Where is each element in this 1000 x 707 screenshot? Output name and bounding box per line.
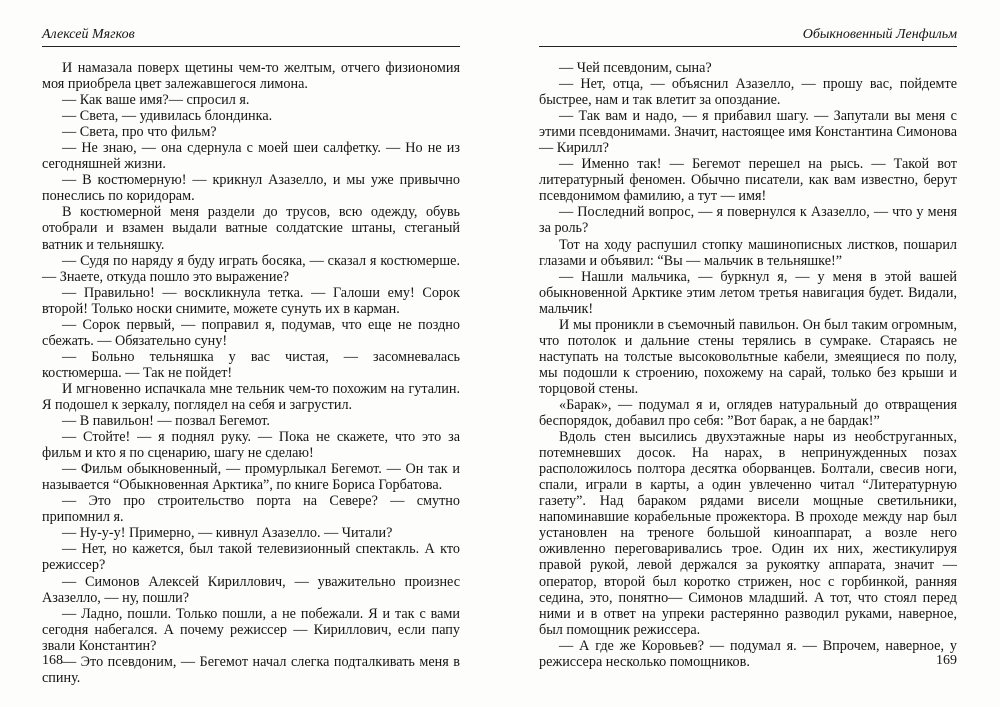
right-running-head: Обыкновенный Ленфильм xyxy=(539,26,957,47)
right-page xyxy=(539,0,957,707)
paragraph: — А где же Коровьев? — подумал я. — Впрочем, наверное, у режиссера несколько помощников. xyxy=(539,637,957,670)
paragraph: — Больно тельняшка у вас чистая, — засомневалась костюмерша. — Так не пойдет! xyxy=(42,348,460,381)
paragraph: Вдоль стен высились двухэтажные нары из необструганных, потемневших досок. На нарах, в непринужденных позах расположилось полтора десятка оборванцев. Болтали, свесив ноги, спали, играли в карты, а один увлеченно читал “Литературную газету”. Над бараком рядами висели мощные светильники, напоминавшие корабельные прожектора. В проходе между нар был установлен на треноге большой киноаппарат, а возле него оживленно переговаривались трое. Один их них, жестикулируя правой рукой, левой держался за рукоятку аппарата, значит — оператор, второй был коротко стрижен, нос с горбинкой, ранняя седина, это, понятно— Симонов младший. А тот, что стоял перед ними и в ответ на упреки растерянно разводил руками, наверное, был помощник режиссера. xyxy=(539,429,957,638)
paragraph: — Последний вопрос, — я повернулся к Азазелло, — что у меня за роль? xyxy=(539,204,957,237)
left-page-number: 168 xyxy=(42,653,63,668)
paragraph: — Стойте! — я поднял руку. — Пока не скажете, что это за фильм и кто я по сценарию, шагу не сделаю! xyxy=(42,429,460,462)
paragraph: — Света, про что фильм? xyxy=(62,124,217,141)
right-body-text xyxy=(539,60,957,670)
left-running-head: Алексей Мягков xyxy=(42,26,460,47)
paragraph: — Фильм обыкновенный, — промурлыкал Бегемот. — Он так и называется “Обыкновенная Арктика”, по книге Бориса Горбатова. xyxy=(42,461,460,494)
paragraph: — В павильон! — позвал Бегемот. xyxy=(62,413,270,430)
paragraph: — Судя по наряду я буду играть босяка, — сказал я костюмерше. — Знаете, откуда пошло это выражение? xyxy=(42,252,460,285)
paragraph: — Правильно! — воскликнула тетка. — Галоши ему! Сорок второй! Только носки снимите, можете сунуть их в карман. xyxy=(42,284,460,317)
paragraph: — Так вам и надо, — я прибавил шагу. — Запутали вы меня с этими псевдонимами. Значит, настоящее имя Константина Симонова — Кирилл? xyxy=(539,108,957,157)
paragraph: — Именно так! — Бегемот перешел на рысь. — Такой вот литературный феномен. Обычно писатели, как вам известно, берут псевдонимом фамилию, а тут — имя! xyxy=(539,156,957,205)
paragraph: И намазала поверх щетины чем-то желтым, отчего физиономия моя приобрела цвет залежавшегося лимона. xyxy=(42,60,460,93)
paragraph: — Симонов Алексей Кириллович, — уважительно произнес Азазелло, — ну, пошли? xyxy=(42,573,460,606)
paragraph: — Это псевдоним, — Бегемот начал слегка подталкивать меня в спину. xyxy=(42,653,460,686)
left-body-text xyxy=(42,60,460,686)
paragraph: — Нет, но кажется, был такой телевизионный спектакль. А кто режиссер? xyxy=(42,541,460,574)
paragraph: — Как ваше имя?— спросил я. xyxy=(62,92,250,109)
paragraph: — Это про строительство порта на Севере? — смутно припомнил я. xyxy=(42,493,460,526)
paragraph: И мы проникли в съемочный павильон. Он был таким огромным, что потолок и дальние стены терялись в сумраке. Стараясь не наступать на толстые высоковольтные кабели, змеящиеся по полу, мы подошли к строению, похожему на сарай, только без крыши и торцовой стены. xyxy=(539,316,957,397)
paragraph: — Нашли мальчика, — буркнул я, — у меня в этой вашей обыкновенной Арктике этим летом третья навигация будет. Видали, мальчик! xyxy=(539,268,957,317)
paragraph: — Света, — удивилась блондинка. xyxy=(62,108,273,125)
paragraph: — В костюмерную! — крикнул Азазелло, и мы уже привычно понеслись по коридорам. xyxy=(42,172,460,205)
paragraph: — Ладно, пошли. Только пошли, а не побежали. Я и так с вами сегодня набегался. А почему режиссер — Кириллович, если папу звали Константин? xyxy=(42,605,460,654)
paragraph: «Барак», — подумал я и, оглядев натуральный до отвращения беспорядок, добавил про себя: ”Вот барак, а не бардак!” xyxy=(539,396,957,430)
right-page-number: 169 xyxy=(936,653,957,668)
paragraph: — Нет, отца, — объяснил Азазелло, — прошу вас, пойдемте быстрее, нам и так влетит за опоздание. xyxy=(539,76,957,109)
paragraph: — Ну-у-у! Примерно, — кивнул Азазелло. — Читали? xyxy=(62,525,393,542)
paragraph: И мгновенно испачкала мне тельник чем-то похожим на гуталин. Я подошел к зеркалу, поглядел на себя и загрустил. xyxy=(42,380,460,413)
paragraph: В костюмерной меня раздели до трусов, всю одежду, обувь отобрали и взамен выдали ватные солдатские штаны, стеганый ватник и тельняшку. xyxy=(42,204,460,253)
paragraph: — Сорок первый, — поправил я, подумав, что еще не поздно сбежать. — Обязательно суну! xyxy=(42,316,460,349)
paragraph: — Чей псевдоним, сына? xyxy=(559,60,712,76)
left-page xyxy=(42,0,460,707)
paragraph: — Не знаю, — она сдернула с моей шеи салфетку. — Но не из сегодняшней жизни. xyxy=(42,140,460,173)
paragraph: Тот на ходу распушил стопку машинописных листков, пошарил глазами и объявил: “Вы — мальчик в тельняшке!” xyxy=(539,236,957,269)
